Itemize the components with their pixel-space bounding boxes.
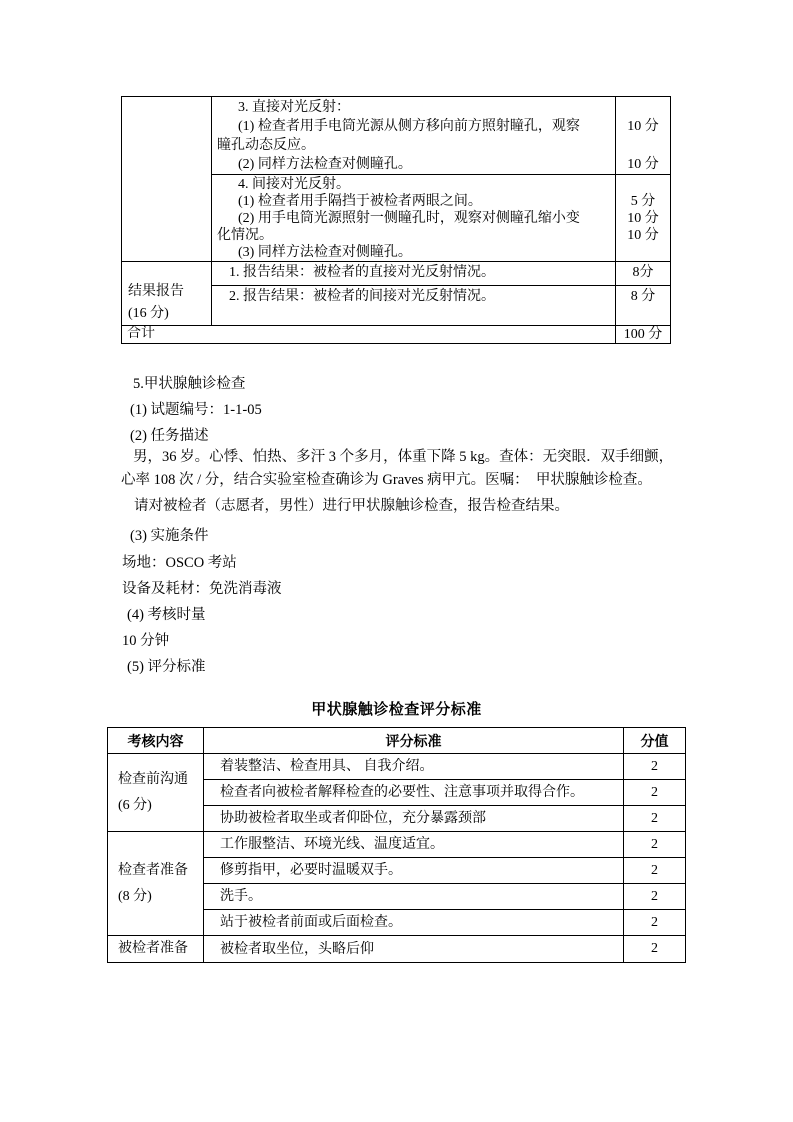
table-row [108,754,686,780]
score-line [618,98,668,117]
group-score-line: (16 分) [128,306,169,321]
criteria-line: (3) 同样方法检查对侧瞳孔。 [238,245,412,260]
criteria-line: 1. 报告结果：被检者的直接对光反射情况。 [229,265,495,280]
score-line: 10 分 [627,211,659,226]
table1-direct-reflex-scores [616,97,671,175]
table2-header-score: 分值 [624,728,686,754]
score-line: 8分 [632,265,654,280]
score-cell: 2 [624,754,686,780]
item-exam-duration: (4) 考核时量 [127,607,206,623]
score-cell: 2 [624,910,686,936]
group-label-line: 检查者准备 [118,862,188,878]
score-cell: 2 [624,884,686,910]
table1-empty-group-cell [122,97,212,262]
criteria-cell: 站于被检者前面或后面检查。 [204,910,624,936]
table2-group-pre-exam-communication [108,754,204,832]
table1-report-row-text [212,262,616,286]
criteria-line: (2) 用手电筒光源照射一侧瞳孔时，观察对侧瞳孔缩小变 [238,211,580,226]
score-line: 10 分 [627,157,659,172]
score-cell: 2 [624,806,686,832]
table1-report-row-text [212,286,616,326]
group-label-line: 结果报告 [128,284,184,299]
table1-result-report-group-cell [122,262,212,326]
criteria-line: (1) 检查者用手隔挡于被检者两眼之间。 [238,194,482,209]
score-cell: 2 [624,858,686,884]
exam-duration-value: 10 分钟 [122,633,170,649]
item-scoring-standard: (5) 评分标准 [127,659,206,675]
group-score-line: (6 分) [118,797,152,813]
score-line [618,136,668,155]
criteria-line: (2) 同样方法检查对侧瞳孔。 [238,157,412,172]
criteria-line: 化情况。 [217,228,273,243]
item-task-description: (2) 任务描述 [130,428,209,444]
group-score-line: (8 分) [118,888,152,904]
table2-header-content: 考核内容 [108,728,204,754]
table1-total-score: 100 分 [616,326,671,344]
item-question-number: (1) 试题编号：1-1-05 [130,402,262,418]
criteria-cell: 修剪指甲，必要时温暖双手。 [204,858,624,884]
criteria-line: 3. 直接对光反射： [238,100,350,115]
task-text-line: 心率 108 次 / 分，结合实验室检查确诊为 Graves 病甲亢。医嘱： 甲状腺触诊检查。 [121,472,652,488]
score-line: 5 分 [630,194,656,209]
table2-group-subject-preparation [108,936,204,963]
criteria-cell: 检查者向被检者解释检查的必要性、注意事项并取得合作。 [204,780,624,806]
criteria-cell: 工作服整洁、环境光线、温度适宜。 [204,832,624,858]
table2-title: 甲状腺触诊检查评分标准 [311,701,482,718]
table1-direct-reflex-cell [212,97,616,175]
table-row [108,832,686,858]
group-label-line: 检查前沟通 [118,771,188,787]
group-label-line: 被检者准备 [118,941,188,956]
section-heading: 5.甲状腺触诊检查 [133,376,246,392]
table1-indirect-reflex-cell [212,175,616,262]
criteria-cell: 被检者取坐位，头略后仰 [204,936,624,963]
score-cell: 2 [624,832,686,858]
score-line [618,176,668,193]
criteria-cell: 着装整洁、检查用具、 自我介绍。 [204,754,624,780]
table-row [108,936,686,963]
thyroid-palpation-score-table [107,727,686,963]
task-text-line: 男，36 岁。心悸、怕热、多汗 3 个多月，体重下降 5 kg。查体：无突眼．双手细颤， [133,449,674,465]
criteria-line: (1) 检查者用手电筒光源从侧方移向前方照射瞳孔，观察 [238,119,580,134]
score-line: 10 分 [627,119,659,134]
table1-total-label: 合计 [122,326,616,344]
score-line: 8 分 [630,289,656,304]
condition-site: 场地：OSCO 考站 [122,555,237,571]
pupil-reflex-score-table [121,96,671,344]
score-line [618,244,668,261]
task-text-line: 请对被检者（志愿者，男性）进行甲状腺触诊检查，报告检查结果。 [134,498,569,514]
table1-report-row-score [616,286,671,326]
score-line: 10 分 [627,228,659,243]
item-conditions: (3) 实施条件 [130,528,209,544]
score-cell: 2 [624,780,686,806]
criteria-cell: 洗手。 [204,884,624,910]
condition-equipment: 设备及耗材：免洗消毒液 [122,581,282,597]
table2-group-examiner-preparation [108,832,204,936]
criteria-cell: 协助被检者取坐或者仰卧位，充分暴露颈部 [204,806,624,832]
table1-report-row-score [616,262,671,286]
criteria-line: 瞳孔动态反应。 [217,138,315,153]
table2-header-standard: 评分标准 [204,728,624,754]
table1-indirect-reflex-scores [616,175,671,262]
criteria-line: 2. 报告结果：被检者的间接对光反射情况。 [229,289,495,304]
criteria-line: 4. 间接对光反射。 [238,177,350,192]
score-cell: 2 [624,936,686,963]
